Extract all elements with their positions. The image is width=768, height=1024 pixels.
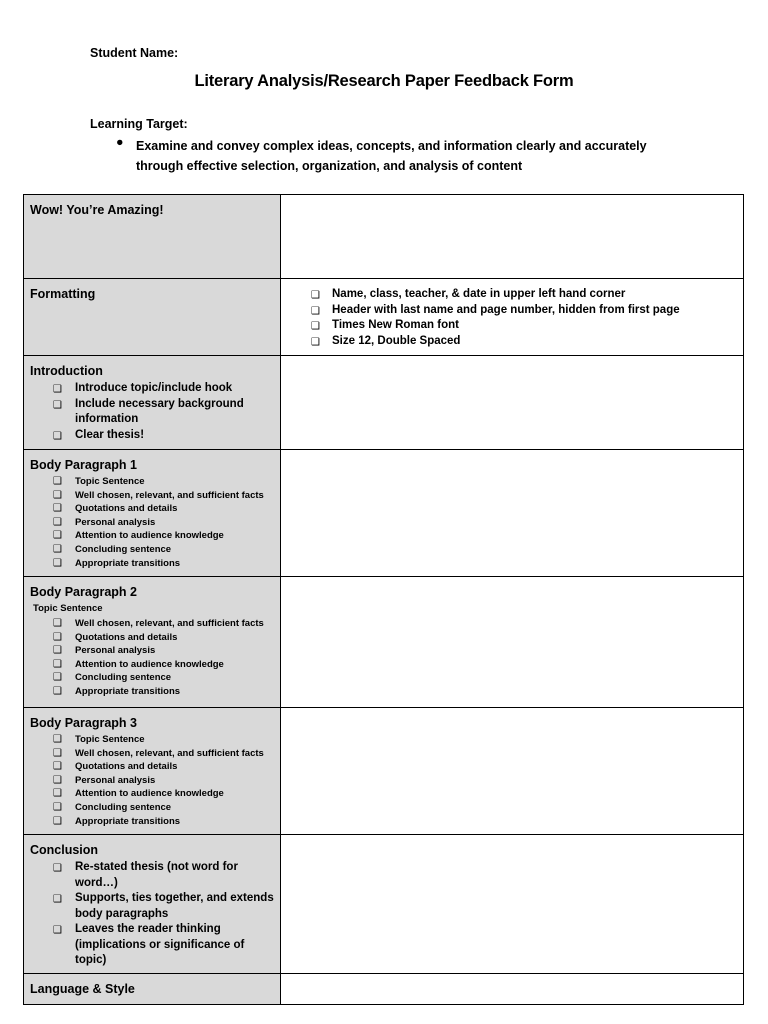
checklist-item [24, 502, 280, 516]
checklist-item-text: Personal analysis [75, 774, 156, 786]
checklist-item-text: Appropriate transitions [75, 557, 181, 569]
checkbox-icon[interactable]: ❑ [53, 430, 62, 442]
checkbox-icon[interactable]: ❑ [53, 672, 62, 684]
feedback-table [23, 194, 744, 1005]
checklist-item-text: Appropriate transitions [75, 815, 181, 827]
checkbox-icon[interactable]: ❑ [53, 631, 62, 643]
checklist-item [24, 922, 280, 969]
checkbox-icon[interactable]: ❑ [53, 658, 62, 670]
checkbox-icon[interactable]: ❑ [53, 815, 62, 827]
checklist-item-text: Leaves the reader thinking (implications or significance of topic) [75, 923, 245, 966]
checklist-item-text: Attention to audience knowledge [75, 788, 224, 800]
checklist-item [24, 428, 280, 444]
checklist-item-text: Times New Roman font [332, 319, 459, 331]
body3-label-cell [24, 708, 281, 835]
checklist-item [24, 516, 280, 530]
checklist-item [24, 787, 280, 801]
body1-label-cell [24, 450, 281, 577]
conclusion-checklist [24, 860, 280, 969]
checklist-item [24, 543, 280, 557]
checkbox-icon[interactable]: ❑ [53, 761, 62, 773]
introduction-title: Introduction [30, 364, 103, 378]
body1-feedback-cell[interactable] [281, 450, 744, 577]
checkbox-icon[interactable]: ❑ [53, 476, 62, 487]
checkbox-icon[interactable]: ❑ [53, 774, 62, 786]
checklist-item-text: Quotations and details [75, 503, 178, 515]
checklist-item-text: Quotations and details [75, 631, 178, 643]
checklist-item [24, 760, 280, 774]
body1-title: Body Paragraph 1 [30, 458, 137, 472]
checklist-item [24, 860, 280, 891]
checkbox-icon[interactable]: ❑ [53, 734, 62, 745]
checklist-item-text: Introduce topic/include hook [75, 382, 233, 394]
body2-checklist [24, 617, 280, 699]
body2-label-cell [24, 577, 281, 708]
formatting-title: Formatting [30, 287, 96, 301]
conclusion-feedback-cell[interactable] [281, 835, 744, 974]
checkbox-icon[interactable]: ❑ [311, 321, 320, 332]
checklist-item [24, 381, 280, 397]
row-body1 [24, 450, 744, 577]
checkbox-icon[interactable]: ❑ [53, 399, 62, 411]
checklist-item [24, 658, 280, 672]
checklist-item [281, 334, 743, 350]
checkbox-icon[interactable]: ❑ [53, 645, 62, 657]
wow-feedback-cell[interactable] [281, 195, 744, 279]
checkbox-icon[interactable]: ❑ [53, 384, 62, 395]
checklist-item [24, 644, 280, 658]
bullet-icon: ● [116, 135, 124, 149]
checklist-item [24, 617, 280, 631]
checkbox-icon[interactable]: ❑ [53, 516, 62, 528]
body2-feedback-cell[interactable] [281, 577, 744, 708]
formatting-label-cell [24, 279, 281, 356]
introduction-checklist [24, 381, 280, 443]
checklist-item [281, 318, 743, 334]
checklist-item [24, 475, 280, 489]
row-language [24, 973, 744, 1004]
language-title: Language & Style [30, 981, 135, 996]
form-title: Literary Analysis/Research Paper Feedback Form [194, 72, 574, 90]
row-body2 [24, 577, 744, 708]
body3-checklist [24, 733, 280, 828]
checkbox-icon[interactable]: ❑ [53, 801, 62, 813]
row-body3 [24, 708, 744, 835]
checklist-item-text: Personal analysis [75, 516, 156, 528]
checkbox-icon[interactable]: ❑ [311, 336, 320, 348]
checklist-item-text: Concluding sentence [75, 672, 172, 684]
learning-target-text: Examine and convey complex ideas, concepts, and information clearly and accurately through effective selection, organization, and analysis of content [136, 139, 647, 173]
checklist-item [24, 529, 280, 543]
checkbox-icon[interactable]: ❑ [53, 489, 62, 501]
checklist-item [24, 671, 280, 685]
body2-subtitle: Topic Sentence [33, 603, 103, 614]
checklist-item-text: Attention to audience knowledge [75, 658, 224, 670]
checkbox-icon[interactable]: ❑ [53, 543, 62, 555]
body3-feedback-cell[interactable] [281, 708, 744, 835]
checklist-item-text: Quotations and details [75, 761, 178, 773]
body1-checklist [24, 475, 280, 570]
student-name-label: Student Name: [90, 46, 179, 60]
checklist-item [24, 489, 280, 503]
checklist-item-text: Personal analysis [75, 645, 156, 657]
checklist-item-text: Name, class, teacher, & date in upper left hand corner [332, 288, 626, 300]
conclusion-title: Conclusion [30, 843, 99, 857]
checkbox-icon[interactable]: ❑ [311, 290, 320, 301]
conclusion-label-cell [24, 835, 281, 974]
row-introduction [24, 356, 744, 450]
checklist-item-text: Attention to audience knowledge [75, 530, 224, 542]
checklist-item-text: Well chosen, relevant, and sufficient facts [75, 747, 264, 759]
checklist-item [24, 774, 280, 788]
checklist-item-text: Re-stated thesis (not word for word…) [75, 861, 238, 889]
checkbox-icon[interactable]: ❑ [53, 530, 62, 542]
checkbox-icon[interactable]: ❑ [53, 503, 62, 515]
checklist-item [24, 801, 280, 815]
introduction-label-cell [24, 356, 281, 450]
language-label-cell [24, 973, 281, 1004]
checklist-item-text: Include necessary background information [75, 397, 244, 425]
checklist-item [24, 685, 280, 699]
checklist-item-text: Topic Sentence [75, 734, 145, 745]
checklist-item-text: Concluding sentence [75, 543, 172, 555]
row-formatting [24, 279, 744, 356]
checklist-item-text: Well chosen, relevant, and sufficient facts [75, 489, 264, 501]
checkbox-icon[interactable]: ❑ [53, 557, 62, 569]
row-conclusion [24, 835, 744, 974]
checkbox-icon[interactable]: ❑ [53, 685, 62, 697]
checkbox-icon[interactable]: ❑ [53, 747, 62, 759]
body2-title: Body Paragraph 2 [30, 585, 137, 599]
checkbox-icon[interactable]: ❑ [53, 925, 62, 936]
wow-label-cell [24, 195, 281, 279]
row-wow [24, 195, 744, 279]
checklist-item [24, 891, 280, 922]
checklist-item [24, 631, 280, 645]
checkbox-icon[interactable]: ❑ [311, 305, 320, 317]
language-feedback-cell[interactable] [281, 973, 744, 1004]
checkbox-icon[interactable]: ❑ [53, 788, 62, 800]
checklist-item [281, 303, 743, 319]
checklist-item-text: Size 12, Double Spaced [332, 334, 461, 347]
checkbox-icon[interactable]: ❑ [53, 894, 62, 905]
checklist-item-text: Well chosen, relevant, and sufficient facts [75, 618, 264, 629]
checklist-item [24, 557, 280, 571]
checklist-item [24, 397, 280, 428]
checklist-item-text: Appropriate transitions [75, 685, 181, 697]
wow-title: Wow! You’re Amazing! [30, 203, 164, 217]
learning-target-label: Learning Target: [90, 117, 188, 131]
formatting-checklist [281, 287, 743, 349]
checklist-item-text: Clear thesis! [75, 428, 145, 441]
checklist-item [24, 733, 280, 747]
checklist-item [24, 747, 280, 761]
checklist-item-text: Concluding sentence [75, 801, 172, 813]
introduction-feedback-cell[interactable] [281, 356, 744, 450]
formatting-feedback-cell[interactable] [281, 279, 744, 356]
checklist-item-text: Topic Sentence [75, 476, 145, 487]
checklist-item-text: Supports, ties together, and extends body paragraphs [75, 892, 274, 920]
checklist-item [281, 287, 743, 303]
checkbox-icon[interactable]: ❑ [53, 618, 62, 629]
body3-title: Body Paragraph 3 [30, 716, 137, 730]
checklist-item-text: Header with last name and page number, hidden from first page [332, 303, 680, 316]
checkbox-icon[interactable]: ❑ [53, 863, 62, 874]
checklist-item [24, 815, 280, 829]
